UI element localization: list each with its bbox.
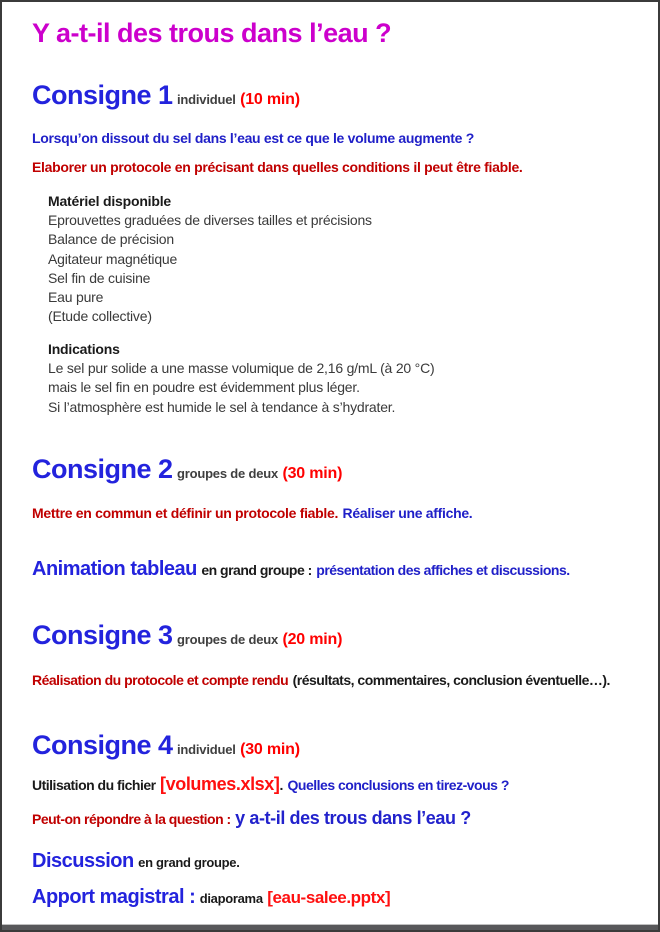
- consigne-3-instruction-red: Réalisation du protocole et compte rendu: [32, 672, 289, 688]
- consigne-1-heading: Consigne 1: [32, 80, 173, 110]
- consigne-2-mode: groupes de deux: [176, 466, 279, 481]
- apport-heading: Apport magistral :: [32, 886, 196, 908]
- animation-detail: présentation des affiches et discussions.: [316, 562, 570, 578]
- consigne-4-line1-question: Quelles conclusions en tirez-vous ?: [287, 777, 509, 793]
- consigne-1-instruction: Elaborer un protocole en précisant dans quelles conditions il peut être fiable.: [32, 159, 523, 175]
- consigne-3-duration: (20 min): [282, 631, 343, 648]
- discussion-row: [32, 850, 240, 873]
- consigne-3-heading: Consigne 3: [32, 620, 173, 650]
- consigne-4-line1: [32, 774, 509, 795]
- consigne-4-mode: individuel: [176, 742, 236, 757]
- consigne-2-instruction-red: Mettre en commun et définir un protocole fiable.: [32, 505, 339, 521]
- consigne-1-question: Lorsqu’on dissout du sel dans l’eau est ce que le volume augmente ?: [32, 130, 474, 146]
- materials-item: Eprouvettes graduées de diverses tailles et précisions: [48, 212, 372, 229]
- consigne-1-heading-row: [32, 80, 300, 111]
- consigne-2-instruction-blue: Réaliser une affiche.: [342, 505, 473, 521]
- consigne-3-mode: groupes de deux: [176, 632, 279, 647]
- materials-item: Sel fin de cuisine: [48, 269, 151, 286]
- animation-heading: Animation tableau: [32, 558, 197, 580]
- apport-label: diaporama: [199, 891, 263, 906]
- materials-item: Eau pure: [48, 289, 104, 306]
- discussion-heading: Discussion: [32, 850, 134, 872]
- consigne-4-heading: Consigne 4: [32, 730, 173, 760]
- eau-salee-file-link[interactable]: [eau-salee.pptx]: [267, 888, 391, 907]
- animation-mode: en grand groupe :: [201, 562, 312, 578]
- animation-row: [32, 558, 570, 581]
- discussion-mode: en grand groupe.: [138, 855, 240, 870]
- consigne-4-line1-label: Utilisation du fichier: [32, 777, 156, 793]
- consigne-4-heading-row: [32, 730, 300, 761]
- consigne-1-mode: individuel: [176, 92, 236, 107]
- page-bottom-edge: [2, 924, 658, 930]
- volumes-file-link[interactable]: [volumes.xlsx]: [160, 774, 280, 794]
- consigne-3-heading-row: [32, 620, 342, 651]
- consigne-4-line2-red: Peut-on répondre à la question :: [32, 811, 231, 827]
- consigne-4-line2-blue: y a-t-il des trous dans l’eau ?: [235, 808, 471, 828]
- consigne-2-duration: (30 min): [282, 465, 343, 482]
- page-title: Y a-t-il des trous dans l’eau ?: [32, 18, 392, 48]
- indications-block: [48, 340, 434, 417]
- materials-block: [48, 192, 372, 326]
- apport-row: [32, 886, 390, 909]
- materials-item: (Etude collective): [48, 308, 152, 325]
- consigne-3-instruction-row: [32, 672, 610, 690]
- consigne-2-instruction-row: [32, 505, 472, 523]
- consigne-3-instruction-black: (résultats, commentaires, conclusion éventuelle…).: [292, 672, 610, 688]
- consigne-4-duration: (30 min): [240, 741, 300, 758]
- consigne-4-line1-dot: .: [279, 777, 284, 793]
- consigne-1-duration: (10 min): [240, 91, 300, 108]
- indications-line: Si l’atmosphère est humide le sel à tendance à s’hydrater.: [48, 398, 396, 415]
- materials-title: Matériel disponible: [48, 193, 171, 209]
- materials-item: Agitateur magnétique: [48, 250, 178, 267]
- consigne-2-heading-row: [32, 454, 342, 485]
- consigne-4-line2: [32, 808, 471, 829]
- indications-line: Le sel pur solide a une masse volumique de 2,16 g/mL (à 20 °C): [48, 360, 435, 377]
- indications-line: mais le sel fin en poudre est évidemment plus léger.: [48, 379, 360, 396]
- materials-item: Balance de précision: [48, 231, 174, 248]
- consigne-2-heading: Consigne 2: [32, 454, 173, 484]
- indications-title: Indications: [48, 341, 120, 357]
